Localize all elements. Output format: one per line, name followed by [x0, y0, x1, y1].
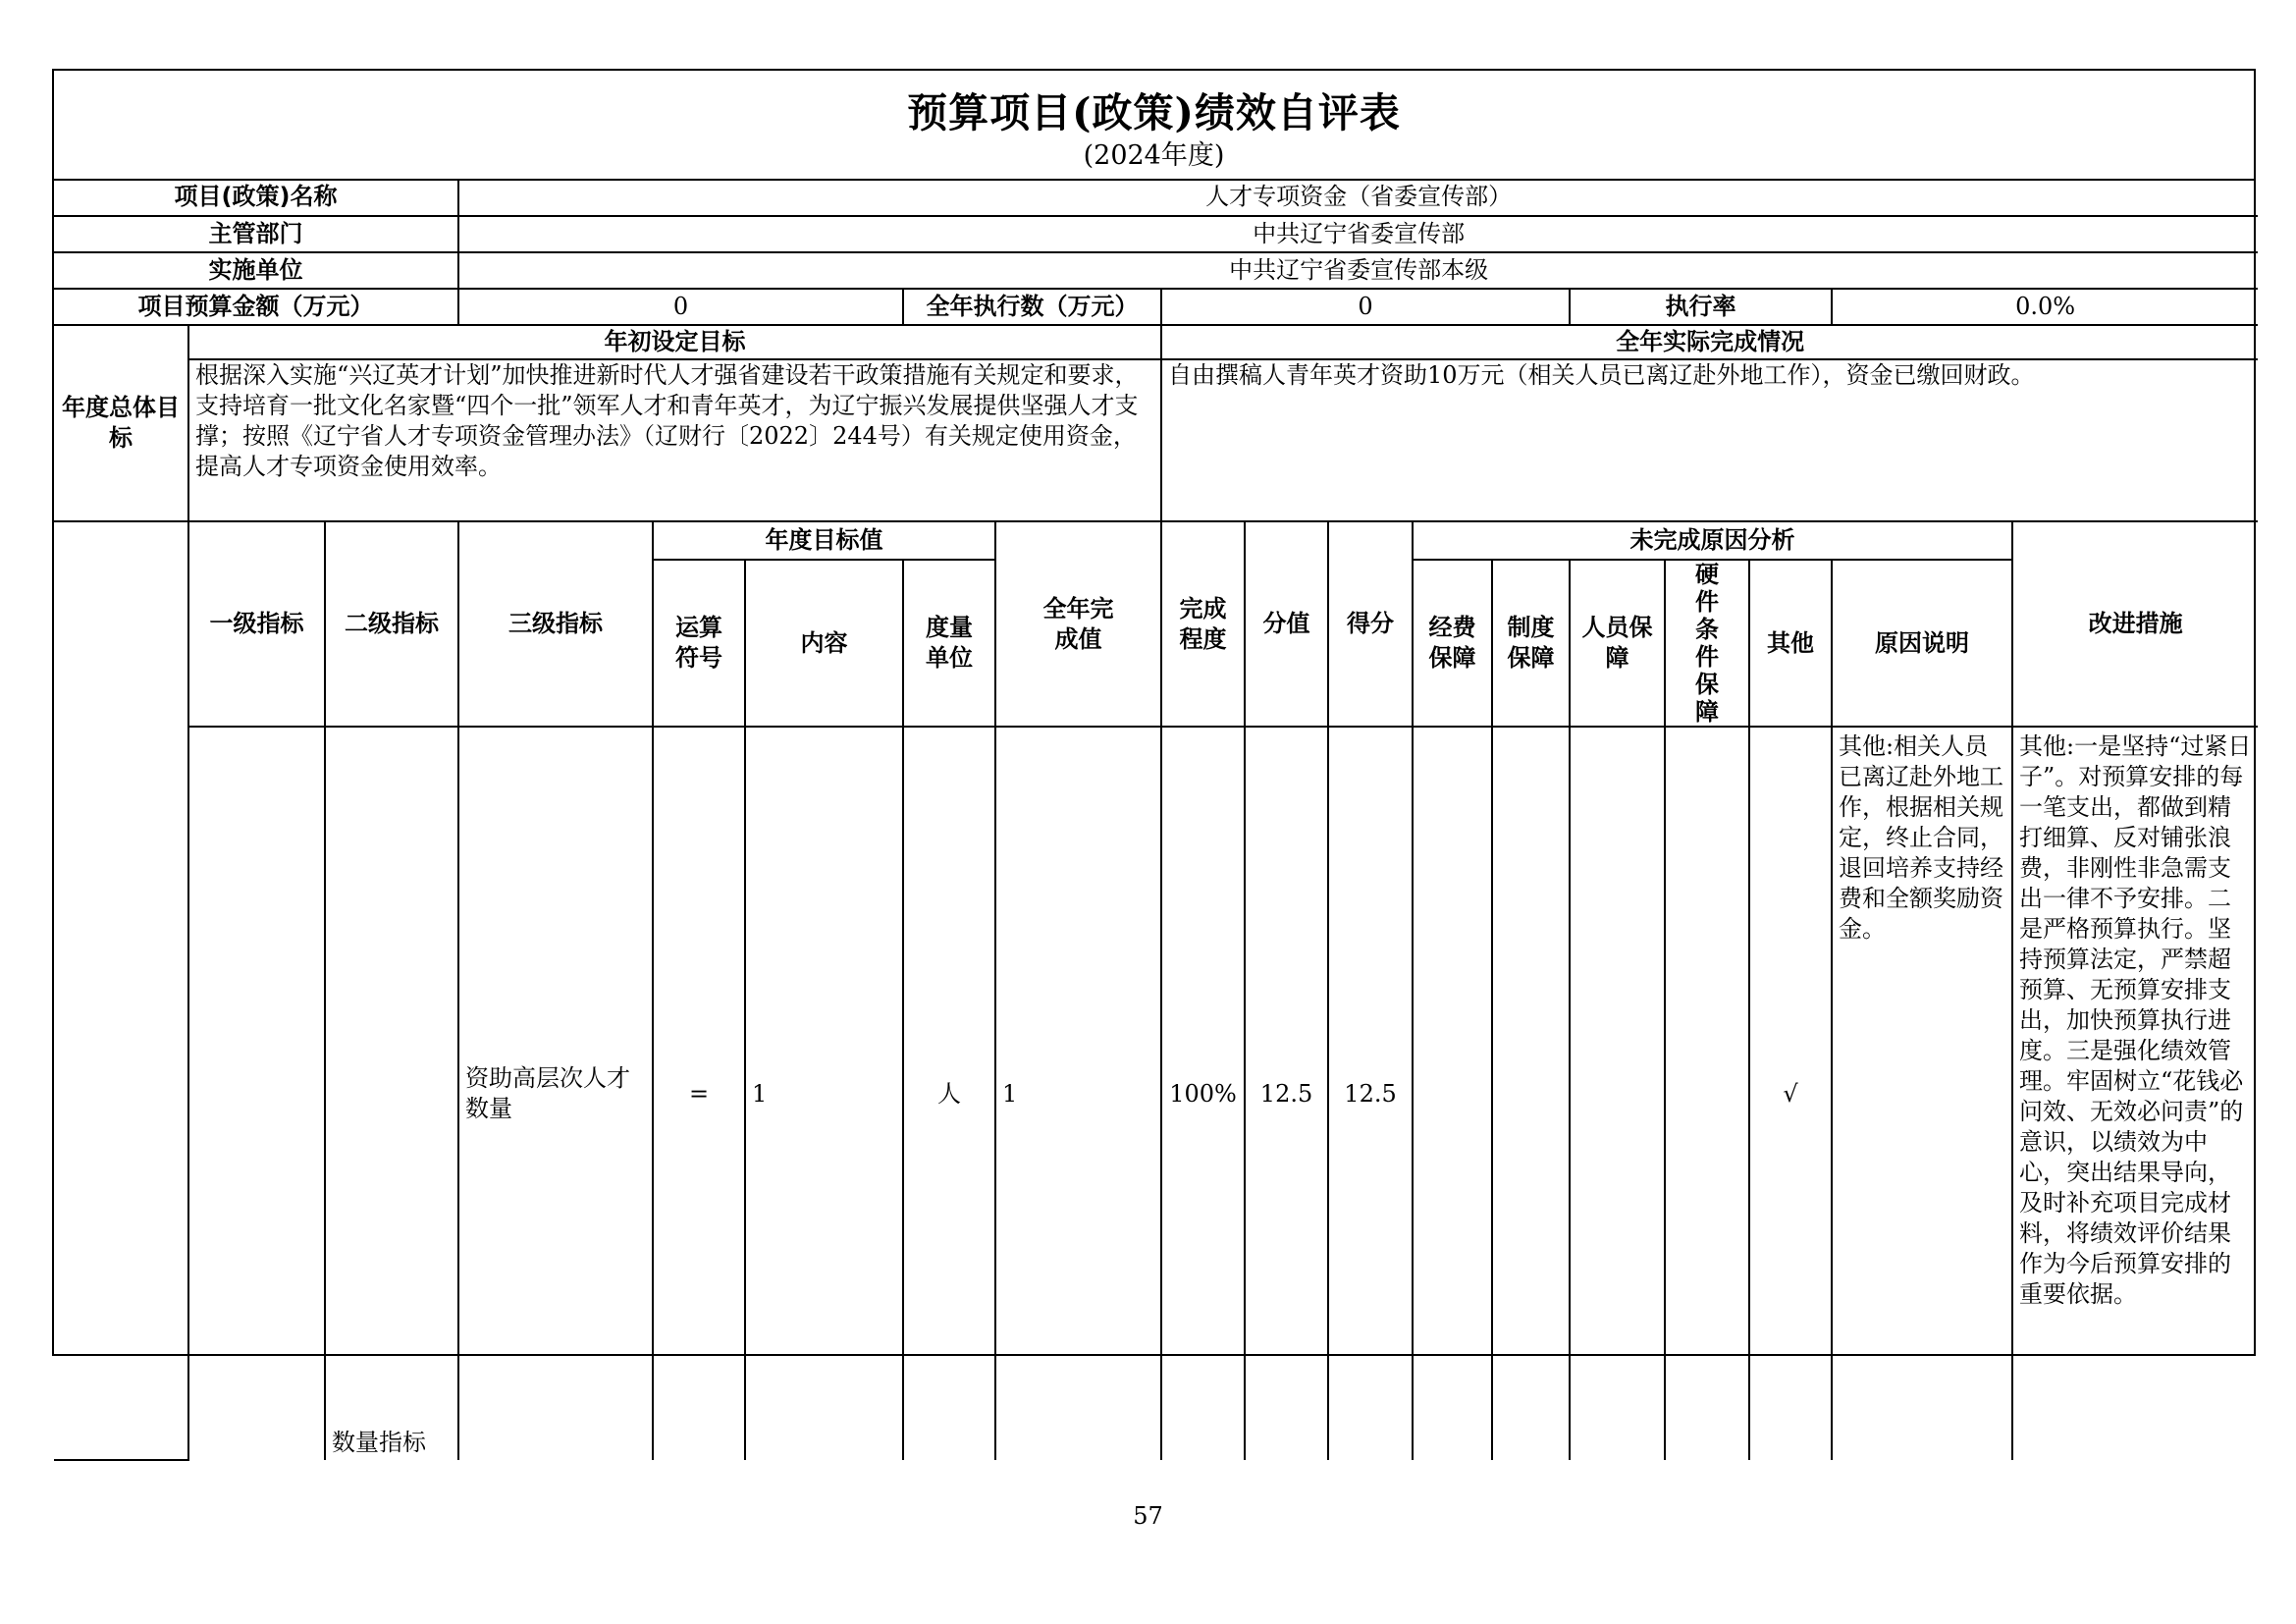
cell-improve: 其他:一是坚持“过紧日子”。对预算安排的每一笔支出，都做到精打细算、反对铺张浪费，非刚性非急需支出一律不予安排。二是严格预算执行。坚持预算法定，严禁超预算、无预算安排支出，加快预算执行进度。三是强化绩效管理。牢固树立“花钱必问效、无效必问责”的意识，以绩效为中心，突出结果导向，及时补充项目完成材料，将绩效评价结果作为今后预算安排的重要依据。 — [2012, 727, 2258, 1460]
cell-degree: 100% — [1161, 727, 1245, 1460]
title-block — [54, 71, 2254, 181]
col-staff: 人员保障 — [1570, 560, 1665, 727]
col-degree: 完成程度 — [1161, 521, 1245, 727]
unit-label: 实施单位 — [54, 252, 458, 289]
actual-completion-text: 自由撰稿人青年英才资助10万元（相关人员已离辽赴外地工作），资金已缴回财政。 — [1161, 359, 2258, 521]
budget-row — [54, 289, 2258, 325]
goal-text-row — [54, 359, 2258, 521]
page-number: 57 — [1133, 1502, 1163, 1530]
col-other: 其他 — [1749, 560, 1832, 727]
col-system: 制度保障 — [1492, 560, 1570, 727]
col-content: 内容 — [745, 560, 903, 727]
cell-annual-value: 1 — [995, 727, 1161, 1460]
unit-row — [54, 252, 2258, 289]
blank-left-cell — [54, 521, 188, 1460]
budget-value: 0 — [458, 289, 903, 325]
budget-label: 项目预算金额（万元） — [54, 289, 458, 325]
rate-value: 0.0% — [1832, 289, 2258, 325]
col-reason-group: 未完成原因分析 — [1413, 521, 2012, 560]
goal-header-row — [54, 325, 2258, 359]
cell-score: 12.5 — [1328, 727, 1413, 1460]
cell-level1 — [188, 727, 325, 1460]
evaluation-table — [54, 179, 2258, 1461]
rate-label: 执行率 — [1570, 289, 1832, 325]
col-points: 分值 — [1245, 521, 1328, 727]
cell-operator: = — [653, 727, 745, 1460]
dept-value: 中共辽宁省委宣传部 — [458, 216, 2258, 252]
col-level3: 三级指标 — [458, 521, 653, 727]
cell-content: 1 — [745, 727, 903, 1460]
unit-value: 中共辽宁省委宣传部本级 — [458, 252, 2258, 289]
evaluation-sheet — [52, 69, 2256, 1456]
project-name-value: 人才专项资金（省委宣传部） — [458, 179, 2258, 216]
cell-points: 12.5 — [1245, 727, 1328, 1460]
cell-other: √ — [1749, 727, 1832, 1460]
col-level1: 一级指标 — [188, 521, 325, 727]
actual-completion-header: 全年实际完成情况 — [1161, 325, 2258, 359]
col-reason-desc: 原因说明 — [1832, 560, 2012, 727]
col-score: 得分 — [1328, 521, 1413, 727]
col-funding: 经费保障 — [1413, 560, 1492, 727]
page-subtitle: (2024年度) — [1083, 140, 1225, 171]
column-header-row-1 — [54, 521, 2258, 560]
project-name-label: 项目(政策)名称 — [54, 179, 458, 216]
project-name-row — [54, 179, 2258, 216]
col-improve: 改进措施 — [2012, 521, 2258, 727]
cell-funding — [1413, 727, 1492, 1460]
table-row — [54, 727, 2258, 1460]
cell-level2: 数量指标 — [325, 727, 458, 1460]
cell-level3: 资助高层次人才数量 — [458, 727, 653, 1460]
col-hardware: 硬件条件保障 — [1665, 560, 1749, 727]
annual-goal-label: 年度总体目标 — [54, 325, 188, 521]
col-unit: 度量单位 — [903, 560, 995, 727]
dept-label: 主管部门 — [54, 216, 458, 252]
exec-value: 0 — [1161, 289, 1570, 325]
dept-row — [54, 216, 2258, 252]
exec-label: 全年执行数（万元） — [903, 289, 1161, 325]
page-title: 预算项目(政策)绩效自评表 — [907, 89, 1401, 136]
cell-reason-desc: 其他:相关人员已离辽赴外地工作，根据相关规定，终止合同，退回培养支持经费和全额奖励资金。 — [1832, 727, 2012, 1460]
cell-hardware — [1665, 727, 1749, 1460]
cell-staff — [1570, 727, 1665, 1460]
initial-goal-header: 年初设定目标 — [188, 325, 1161, 359]
cell-system — [1492, 727, 1570, 1460]
col-annual-value: 全年完成值 — [995, 521, 1161, 727]
initial-goal-text: 根据深入实施“兴辽英才计划”加快推进新时代人才强省建设若干政策措施有关规定和要求，支持培育一批文化名家暨“四个一批”领军人才和青年英才，为辽宁振兴发展提供坚强人才支撑；按照《辽宁省人才专项资金管理办法》（辽财行〔2022〕244号）有关规定使用资金，提高人才专项资金使用效率。 — [188, 359, 1161, 521]
col-target-group: 年度目标值 — [653, 521, 995, 560]
col-operator: 运算符号 — [653, 560, 745, 727]
cell-unit: 人 — [903, 727, 995, 1460]
col-level2: 二级指标 — [325, 521, 458, 727]
